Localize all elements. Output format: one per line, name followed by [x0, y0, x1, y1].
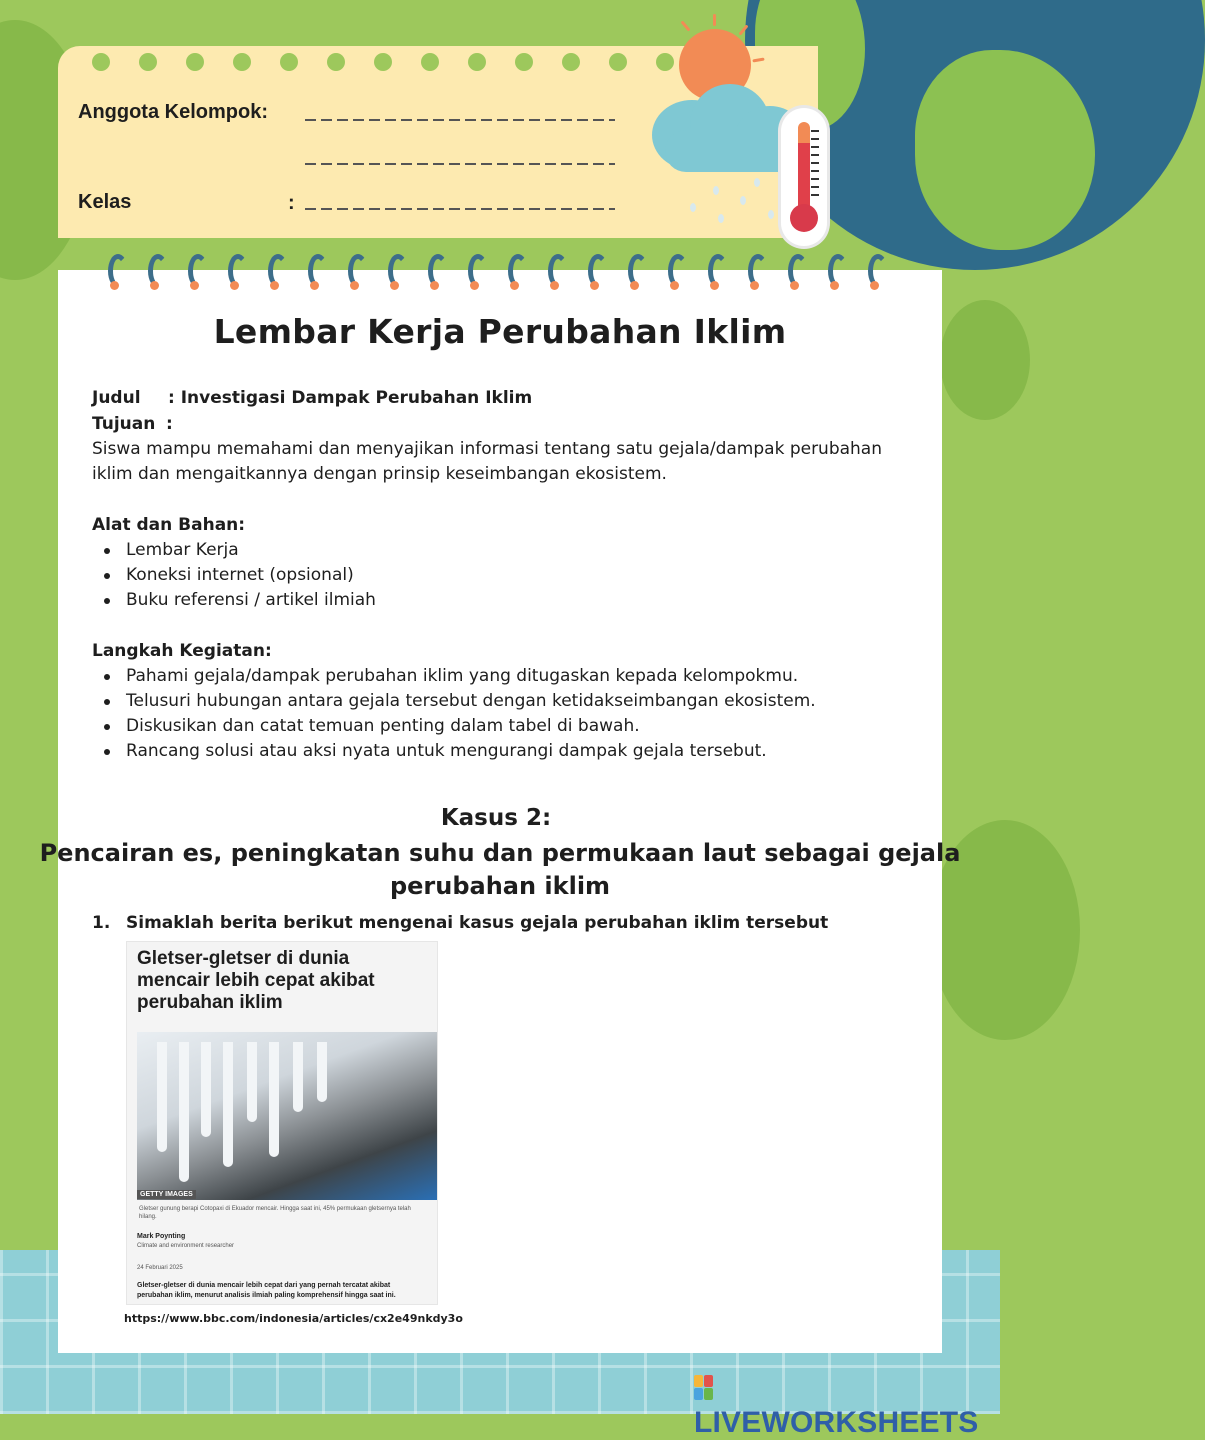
steps-heading: Langkah Kegiatan: — [92, 641, 272, 661]
article-date: 24 Februari 2025 — [137, 1265, 183, 1271]
question-text: Simaklah berita berikut mengenai kasus gejala perubahan iklim tersebut — [126, 913, 829, 933]
list-item: Telusuri hubungan antara gejala tersebut dengan ketidakseimbangan ekosistem. — [92, 689, 816, 714]
notepad-hole — [468, 53, 486, 71]
tujuan-text-line-2: iklim dan mengaitkannya dengan prinsip keseimbangan ekosistem. — [92, 464, 667, 484]
case-label: Kasus 2: — [440, 805, 552, 831]
notepad-hole — [374, 53, 392, 71]
notepad-hole — [656, 53, 674, 71]
notepad-hole — [515, 53, 533, 71]
class-colon: : — [288, 192, 295, 214]
article-headline-line: perubahan iklim — [137, 992, 283, 1013]
article-lead-line-1: Gletser-gletser di dunia mencair lebih cepat dari yang pernah tercatat akibat — [137, 1282, 391, 1289]
rain-drop — [740, 196, 746, 205]
notepad-hole — [233, 53, 251, 71]
tujuan-colon: : — [166, 414, 173, 434]
materials-heading: Alat dan Bahan: — [92, 515, 246, 535]
liveworksheets-logo — [694, 1372, 1000, 1440]
tujuan-text-line-1: Siswa mampu memahami dan menyajikan informasi tentang satu gejala/dampak perubahan — [92, 439, 883, 459]
sun-ray — [680, 20, 690, 31]
rain-drop — [690, 203, 696, 212]
steps-list — [92, 664, 816, 764]
members-label: Anggota Kelompok: — [78, 101, 268, 123]
notepad-hole — [139, 53, 157, 71]
rain-drop — [713, 186, 719, 195]
case-title-line-2: perubahan iklim — [389, 872, 611, 900]
article-headline — [137, 948, 417, 1014]
article-author-role: Climate and environment researcher — [137, 1243, 235, 1249]
materials-list — [92, 538, 376, 613]
article-headline-line: Gletser-gletser di dunia — [137, 948, 350, 969]
notepad-hole — [421, 53, 439, 71]
liveworksheets-logo-text: LIVEWORKSHEETS — [694, 1406, 979, 1439]
judul-label: Judul — [92, 388, 141, 408]
class-label: Kelas — [78, 191, 132, 213]
liveworksheets-logo-icon — [694, 1375, 714, 1401]
image-caption-line-1: Gletser gunung berapi Cotopaxi di Ekuador mencair. Hingga saat ini, 45% permukaan gletsernya telah — [139, 1206, 411, 1212]
notepad-hole — [92, 53, 110, 71]
notepad-hole — [609, 53, 627, 71]
members-input-line-2[interactable] — [305, 163, 615, 165]
article-headline-line: mencair lebih cepat akibat — [137, 970, 375, 991]
tujuan-label: Tujuan — [92, 414, 156, 434]
image-credit: GETTY IMAGES — [137, 1190, 196, 1199]
list-item: Koneksi internet (opsional) — [92, 563, 376, 588]
list-item: Diskusikan dan catat temuan penting dalam tabel di bawah. — [92, 714, 816, 739]
notepad-hole — [280, 53, 298, 71]
list-item: Pahami gejala/dampak perubahan iklim yang ditugaskan kepada kelompokmu. — [92, 664, 816, 689]
question-number: 1. — [92, 913, 111, 933]
sun-ray — [713, 14, 716, 26]
list-item: Rancang solusi atau aksi nyata untuk mengurangi dampak gejala tersebut. — [92, 739, 816, 764]
rain-drop — [718, 214, 724, 223]
members-input-line-1[interactable] — [305, 119, 615, 121]
judul-value: : Investigasi Dampak Perubahan Iklim — [168, 388, 533, 408]
source-url: https://www.bbc.com/indonesia/articles/cx2e49nkdy3o — [124, 1312, 463, 1325]
notepad-hole — [186, 53, 204, 71]
article-lead-line-2: perubahan iklim, menurut analisis ilmiah paling komprehensif hingga saat ini. — [137, 1292, 396, 1299]
rain-drop — [754, 178, 760, 187]
notepad-hole — [562, 53, 580, 71]
page-title: Lembar Kerja Perubahan Iklim — [213, 312, 787, 351]
case-title-line-1: Pencairan es, peningkatan suhu dan permukaan laut sebagai gejala — [39, 839, 961, 867]
class-input-line[interactable] — [305, 208, 615, 210]
notepad-hole — [327, 53, 345, 71]
image-caption-line-2: hilang. — [139, 1214, 157, 1220]
list-item: Buku referensi / artikel ilmiah — [92, 588, 376, 613]
news-article-image — [126, 941, 438, 1305]
list-item: Lembar Kerja — [92, 538, 376, 563]
glacier-photo — [137, 1032, 437, 1200]
article-author: Mark Poynting — [137, 1233, 186, 1240]
rain-drop — [768, 210, 774, 219]
thermometer-icon — [781, 108, 827, 246]
